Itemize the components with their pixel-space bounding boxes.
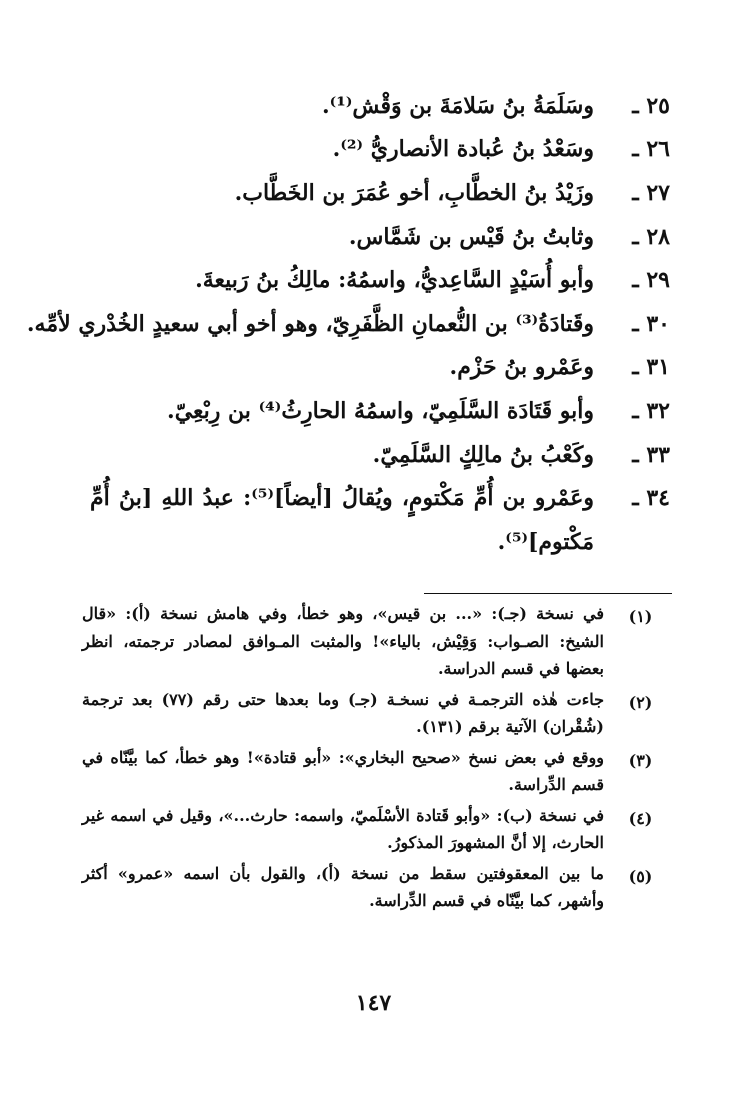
entry-text: وثابتُ بنُ قَيْس بن شَمَّاس. <box>348 223 594 250</box>
footnote-text: ووقع في بعض نسخ «صحيح البخاري»: «أبو قتادة»! وهو خطأ، كما بيَّنّاه في قسم الدِّراسة. <box>82 747 604 794</box>
entry-text: وأبو أُسَيْدٍ السَّاعِديُّ، واسمُهُ: مالِكُ بنُ رَبيعةَ. <box>195 267 594 294</box>
entry-number: ٣١ ـ <box>632 354 670 381</box>
entry <box>90 258 670 302</box>
entry-number: ٢٥ ـ <box>632 92 670 119</box>
page-number: ١٤٧ <box>355 990 392 1016</box>
footnote-text: في نسخة (جـ): «... بن قيس»، وهو خطأ، وفي هامش نسخة (أ): «قال الشيخ: الصـواب: وَقِيْش، بالياء»! والمثبت المـوافق لمصادر ترجمته، انظر بعضها في قسم الدراسة. <box>82 604 604 678</box>
entry-number: ٣٢ ـ <box>632 397 670 424</box>
footnote-divider <box>424 593 672 594</box>
footnote <box>82 600 677 683</box>
footnote <box>82 802 677 857</box>
footnote-number: (٣) <box>628 750 653 770</box>
entry-number: ٢٩ ـ <box>632 267 670 294</box>
entry-text: وزَيْدُ بنُ الخطَّابِ، أخو عُمَرَ بن الخَطَّاب. <box>234 179 594 206</box>
entry <box>90 433 670 477</box>
footnote-text: جاءت هٰذه الترجمـة في نسخـة (جـ) وما بعدها حتى رقم (٧٧) بعد ترجمة (شُقْران) الآتية برقم (١٣١). <box>82 689 604 736</box>
entry-number: ٣٠ ـ <box>632 310 670 337</box>
entry-text: وأبو قَتَادَة السَّلَمِيّ، واسمُهُ الحارِثُ⁽⁴⁾ بن رِبْعِيّ. <box>167 397 594 424</box>
entry <box>90 346 670 390</box>
entry-number: ٢٨ ـ <box>632 223 670 250</box>
entry-text: وعَمْرو بنُ حَزْم. <box>449 354 594 381</box>
footnote <box>82 744 677 799</box>
footnote-number: (٢) <box>628 692 653 712</box>
entry-number: ٢٦ ـ <box>632 136 670 163</box>
footnote-number: (٥) <box>628 866 653 886</box>
entry <box>90 389 670 433</box>
entry <box>90 171 670 215</box>
footnote <box>82 686 677 741</box>
entry-text: وسَلَمَةُ بنُ سَلامَةَ بن وَقْش⁽¹⁾. <box>322 92 594 119</box>
entry-text: وكَعْبُ بنُ مالِكٍ السَّلَمِيّ. <box>372 441 594 468</box>
entries-list <box>26 84 670 564</box>
entry-text: وعَمْرو بن أُمِّ مَكْتومٍ، ويُقالُ [أيضاً]⁽⁵⁾: عبدُ اللهِ [بنُ أُمِّ مَكْتوم]⁽⁵⁾. <box>90 485 595 556</box>
entry-text: وسَعْدُ بنُ عُبادة الأنصاريُّ ⁽²⁾. <box>332 136 594 163</box>
entry-number: ٣٤ ـ <box>632 485 670 512</box>
entry-number: ٣٣ ـ <box>632 441 670 468</box>
entry-text: وقَتادَةُ⁽³⁾ بن النُّعمانِ الظَّفَرِيّ، وهو أخو أبي سعيدٍ الخُدْري لأمِّه. <box>26 310 594 337</box>
entry <box>90 128 670 172</box>
footnote-number: (١) <box>628 607 653 626</box>
footnote <box>82 860 677 915</box>
footnotes-list <box>82 600 677 918</box>
entry <box>90 215 670 259</box>
entry <box>90 476 670 564</box>
footnote-text: في نسخة (ب): «وأبو قَتادة الأسْلَميّ، واسمه: حارث...»، وقيل في اسمه غير الحارث، إلا أنَّ المشهورَ المذكورُ. <box>82 805 604 852</box>
footnote-text: ما بين المعقوفتين سقط من نسخة (أ)، والقول بأن اسمه «عمرو» أكثر وأشهر، كما بيَّنّاه في قسم الدِّراسة. <box>82 863 604 910</box>
entry-number: ٢٧ ـ <box>632 179 670 206</box>
entry <box>90 84 670 128</box>
footnote-number: (٤) <box>628 808 653 828</box>
entry <box>26 302 670 346</box>
